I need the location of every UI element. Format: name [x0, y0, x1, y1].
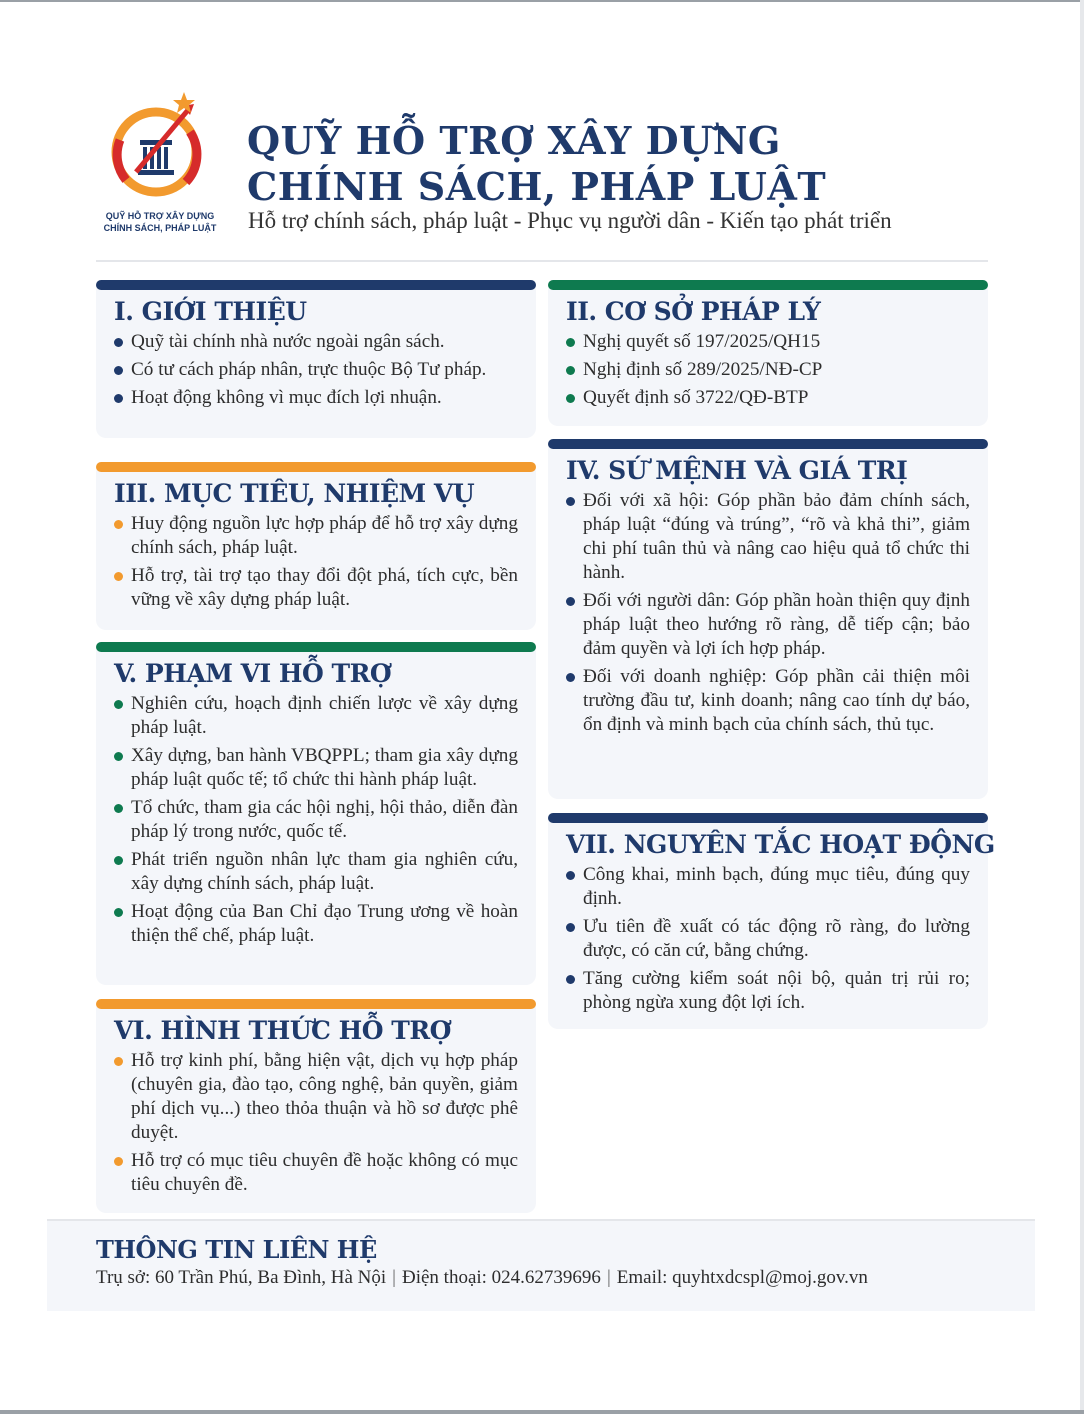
list-item-text: Quỹ tài chính nhà nước ngoài ngân sách. — [131, 331, 445, 352]
list-item-text: Hỗ trợ kinh phí, bằng hiện vật, dịch vụ hợp pháp (chuyên gia, đào tạo, công nghệ, bản quyền, giảm phí dịch vụ...) theo thỏa thuận và hồ sơ được phê duyệt. — [131, 1050, 518, 1143]
logo-caption — [98, 210, 222, 234]
contact-address: Trụ sở: 60 Trần Phú, Ba Đình, Hà Nội — [96, 1267, 387, 1288]
bullet-icon — [566, 975, 575, 984]
contact-email[interactable]: Email: quyhtxdcspl@moj.gov.vn — [616, 1267, 868, 1288]
top-border — [0, 0, 1084, 2]
list-item-text: Nghiên cứu, hoạch định chiến lược về xây dựng pháp luật. — [131, 693, 518, 738]
bullet-icon — [114, 856, 123, 865]
contact-separator: | — [392, 1267, 396, 1288]
section-list — [566, 489, 970, 737]
list-item-text: Đối với xã hội: Góp phần bảo đảm chính sách, pháp luật “đúng và trúng”, “rõ và khả thi”, giảm chi phí tuân thủ và nâng cao hiệu quả tổ chức thi hành. — [583, 490, 970, 583]
list-item-text: Đối với doanh nghiệp: Góp phần cải thiện môi trường đầu tư, kinh doanh; nâng cao tính dự báo, ổn định và minh bạch của chính sách, thủ tục. — [583, 666, 970, 735]
list-item — [566, 489, 970, 585]
section-heading: VII. NGUYÊN TẮC HOẠT ĐỘNG — [566, 830, 995, 859]
page-subtitle: Hỗ trợ chính sách, pháp luật - Phục vụ người dân - Kiến tạo phát triển — [248, 208, 892, 233]
list-item — [566, 915, 970, 963]
list-item — [566, 330, 970, 354]
section-accent-bar — [548, 813, 988, 823]
list-item-text: Tổ chức, tham gia các hội nghị, hội thảo, diễn đàn pháp lý trong nước, quốc tế. — [131, 797, 518, 842]
section-list — [114, 1049, 518, 1197]
list-item-text: Có tư cách pháp nhân, trực thuộc Bộ Tư pháp. — [131, 359, 487, 380]
bullet-icon — [566, 497, 575, 506]
bullet-icon — [114, 366, 123, 375]
list-item-text: Xây dựng, ban hành VBQPPL; tham gia xây dựng pháp luật quốc tế; tổ chức thi hành pháp luật. — [131, 745, 518, 790]
list-item-text: Đối với người dân: Góp phần hoàn thiện quy định pháp luật theo hướng rõ ràng, dễ tiếp cận; bảo đảm quyền và lợi ích hợp pháp. — [583, 590, 970, 659]
section-accent-bar — [548, 439, 988, 449]
list-item-text: Quyết định số 3722/QĐ-BTP — [583, 387, 809, 408]
logo-caption-line2: CHÍNH SÁCH, PHÁP LUẬT — [103, 223, 217, 233]
section-goals-tasks — [96, 462, 536, 630]
section-heading: VI. HÌNH THỨC HỖ TRỢ — [114, 1016, 451, 1045]
bullet-icon — [114, 1157, 123, 1166]
section-accent-bar — [96, 280, 536, 290]
bullet-icon — [566, 673, 575, 682]
bullet-icon — [114, 804, 123, 813]
list-item — [566, 589, 970, 661]
section-list — [114, 330, 518, 410]
bullet-icon — [114, 752, 123, 761]
list-item — [566, 358, 970, 382]
bullet-icon — [114, 700, 123, 709]
contact-phone[interactable]: Điện thoại: 024.62739696 — [401, 1267, 601, 1288]
section-list — [566, 863, 970, 1015]
bullet-icon — [114, 520, 123, 529]
section-accent-bar — [96, 462, 536, 472]
section-list — [566, 330, 970, 410]
bullet-icon — [114, 338, 123, 347]
page-title — [247, 118, 826, 210]
list-item-text: Nghị quyết số 197/2025/QH15 — [583, 331, 821, 352]
list-item-text: Hoạt động của Ban Chỉ đạo Trung ương về hoàn thiện thể chế, pháp luật. — [131, 901, 518, 946]
section-introduction — [96, 280, 536, 438]
list-item — [566, 863, 970, 911]
right-border — [1080, 0, 1084, 1414]
bullet-icon — [114, 394, 123, 403]
fund-logo — [98, 92, 222, 237]
section-mission-values — [548, 439, 988, 799]
list-item — [566, 386, 970, 410]
bullet-icon — [566, 394, 575, 403]
contact-separator: | — [606, 1267, 611, 1288]
bullet-icon — [566, 923, 575, 932]
section-operating-principles — [548, 813, 995, 1029]
list-item — [566, 967, 970, 1015]
list-item — [114, 512, 518, 560]
list-item — [114, 1049, 518, 1145]
section-legal-basis — [548, 280, 988, 426]
bullet-icon — [114, 1057, 123, 1066]
logo-emblem-icon — [106, 92, 214, 204]
list-item — [114, 692, 518, 740]
list-item-text: Hỗ trợ có mục tiêu chuyên đề hoặc không có mục tiêu chuyên đề. — [131, 1150, 518, 1195]
header-divider — [96, 260, 988, 262]
list-item-text: Ưu tiên đề xuất có tác động rõ ràng, đo lường được, có căn cứ, bằng chứng. — [583, 916, 970, 961]
section-accent-bar — [96, 642, 536, 652]
list-item — [114, 744, 518, 792]
section-list — [114, 692, 518, 948]
contact-footer — [47, 1219, 1035, 1311]
bullet-icon — [114, 572, 123, 581]
list-item — [114, 796, 518, 844]
list-item — [114, 386, 518, 410]
list-item — [114, 848, 518, 896]
section-heading: II. CƠ SỞ PHÁP LÝ — [566, 297, 821, 326]
section-heading: I. GIỚI THIỆU — [114, 297, 307, 326]
bullet-icon — [566, 871, 575, 880]
section-list — [114, 512, 518, 612]
list-item-text: Tăng cường kiểm soát nội bộ, quản trị rủi ro; phòng ngừa xung đột lợi ích. — [583, 968, 970, 1013]
contact-heading: THÔNG TIN LIÊN HỆ — [96, 1235, 377, 1264]
list-item — [114, 1149, 518, 1197]
bullet-icon — [114, 908, 123, 917]
list-item-text: Huy động nguồn lực hợp pháp để hỗ trợ xây dựng chính sách, pháp luật. — [131, 513, 518, 558]
list-item — [114, 564, 518, 612]
list-item-text: Nghị định số 289/2025/NĐ-CP — [583, 359, 823, 380]
list-item-text: Công khai, minh bạch, đúng mục tiêu, đúng quy định. — [583, 864, 970, 909]
bullet-icon — [566, 338, 575, 347]
page-title-line1: QUỸ HỖ TRỢ XÂY DỰNG — [247, 118, 781, 163]
section-support-forms — [96, 999, 536, 1213]
list-item — [566, 665, 970, 737]
contact-line — [96, 1267, 868, 1289]
list-item-text: Hoạt động không vì mục đích lợi nhuận. — [131, 387, 442, 408]
section-heading: IV. SỨ MỆNH VÀ GIÁ TRỊ — [566, 456, 908, 485]
section-heading: III. MỤC TIÊU, NHIỆM VỤ — [114, 479, 475, 508]
bottom-border — [0, 1410, 1084, 1414]
section-support-scope — [96, 642, 536, 985]
bullet-icon — [566, 366, 575, 375]
section-accent-bar — [96, 999, 536, 1009]
logo-caption-line1: QUỸ HỖ TRỢ XÂY DỰNG — [105, 211, 215, 221]
bullet-icon — [566, 597, 575, 606]
list-item-text: Phát triển nguồn nhân lực tham gia nghiên cứu, xây dựng chính sách, pháp luật. — [131, 849, 518, 894]
page-title-line2: CHÍNH SÁCH, PHÁP LUẬT — [247, 164, 827, 209]
list-item — [114, 330, 518, 354]
list-item-text: Hỗ trợ, tài trợ tạo thay đổi đột phá, tích cực, bền vững về xây dựng pháp luật. — [131, 565, 518, 610]
section-accent-bar — [548, 280, 988, 290]
list-item — [114, 900, 518, 948]
section-heading: V. PHẠM VI HỖ TRỢ — [114, 659, 392, 688]
list-item — [114, 358, 518, 382]
